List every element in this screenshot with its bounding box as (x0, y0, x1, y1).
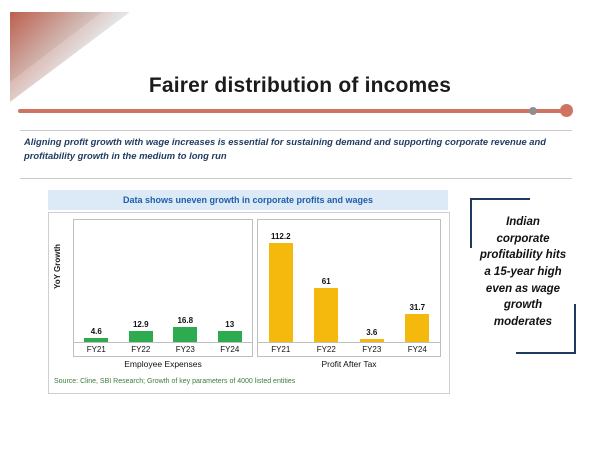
bar[interactable] (173, 327, 197, 342)
chart-bar-item[interactable] (309, 218, 343, 342)
quote-edge-right (574, 304, 576, 354)
slide-canvas (10, 12, 590, 438)
subtitle-rule-top (20, 130, 572, 131)
chart-bars (258, 218, 440, 342)
title-divider (18, 109, 566, 113)
chart-tick-group (73, 343, 253, 357)
pull-quote (470, 198, 576, 354)
bar-value-label: 4.6 (90, 326, 102, 336)
chart-bar-item[interactable] (124, 218, 158, 342)
y-axis-label: YoY Growth (53, 243, 62, 289)
bar-value-label: 13 (225, 319, 235, 329)
bar-value-label: 112.2 (270, 231, 291, 241)
page-title: Fairer distribution of incomes (148, 74, 452, 97)
quote-edge-top (470, 198, 530, 200)
bar[interactable] (269, 243, 293, 342)
quote-edge-left (470, 198, 472, 248)
chart-bar-item[interactable] (264, 218, 298, 342)
chart-group-labels (73, 359, 443, 373)
bar[interactable] (314, 288, 338, 342)
chart-plot-area (73, 219, 443, 343)
chart-container (48, 212, 450, 394)
x-tick-label: FY24 (407, 345, 427, 354)
chart-banner: Data shows uneven growth in corporate profits and wages (48, 190, 448, 210)
subtitle-rule-bottom (20, 178, 572, 179)
divider-dot-right (560, 104, 573, 117)
bar[interactable] (360, 339, 384, 342)
x-tick-label: FY21 (271, 345, 291, 354)
chart-tick-group (257, 343, 441, 357)
chart-bar-item[interactable] (400, 218, 434, 342)
quote-edge-bottom (516, 352, 576, 354)
chart-bar-item[interactable] (355, 218, 389, 342)
bar-value-label: 61 (321, 277, 331, 287)
bar-value-label: 16.8 (177, 316, 194, 326)
x-tick-label: FY22 (316, 345, 336, 354)
chart-source-note: Source: Cline, SBI Research; Growth of key parameters of 4000 listed entities (54, 378, 296, 385)
pull-quote-text: Indian corporate profitability hits a 15-year high even as wage growth moderates (479, 216, 567, 329)
chart-tick-labels (73, 343, 443, 357)
bar-value-label: 3.6 (366, 327, 378, 337)
chart-bar-item[interactable] (213, 218, 247, 342)
chart-bar-item[interactable] (79, 218, 113, 342)
chart-series-label: Employee Expenses (124, 359, 202, 369)
decorative-corner-wedge-inner (10, 12, 102, 82)
bar[interactable] (129, 331, 153, 342)
chart-group (257, 219, 441, 343)
x-tick-label: FY23 (175, 345, 195, 354)
bar[interactable] (405, 314, 429, 342)
chart-bar-item[interactable] (168, 218, 202, 342)
bar-value-label: 31.7 (409, 303, 426, 312)
bar[interactable] (84, 338, 108, 342)
x-tick-label: FY23 (362, 345, 382, 354)
chart-series-label: Profit After Tax (321, 359, 377, 369)
chart-group (73, 219, 253, 343)
x-tick-label: FY21 (86, 345, 106, 354)
x-tick-label: FY24 (220, 345, 240, 354)
bar-value-label: 12.9 (132, 319, 149, 329)
chart-bars (74, 218, 252, 342)
bar[interactable] (218, 331, 242, 342)
subtitle-text: Aligning profit growth with wage increases is essential for sustaining demand and supporting corporate revenue and profitability growth in the medium to long run (24, 136, 546, 161)
x-tick-label: FY22 (131, 345, 151, 354)
divider-dot-mid (529, 107, 537, 115)
